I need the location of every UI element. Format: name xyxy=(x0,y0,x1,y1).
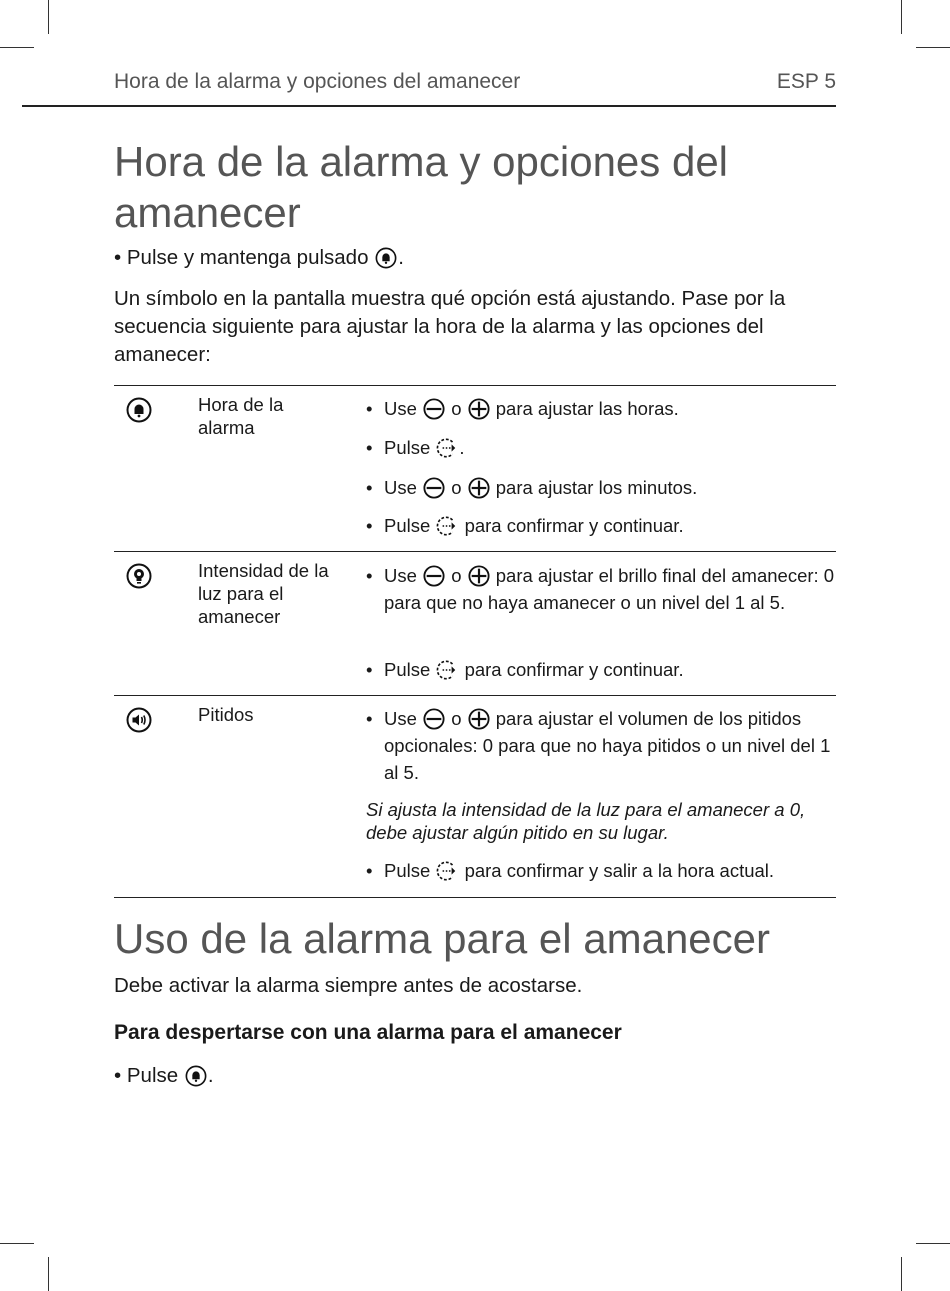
step-text: para confirmar y continuar. xyxy=(464,515,684,536)
crop-mark xyxy=(0,1243,34,1244)
crop-mark xyxy=(916,47,950,48)
table-row-divider xyxy=(114,551,836,552)
step-item: • Pulse para confirmar y continuar. xyxy=(366,659,684,680)
row-label-beeps: Pitidos xyxy=(198,704,254,725)
step-verb: Use xyxy=(384,477,417,498)
header-divider xyxy=(22,105,836,107)
step-text: para ajustar el volumen de los pitidos opcionales: 0 para que no haya pitidos o un nivel del 1 al 5. xyxy=(384,708,831,783)
plus-icon xyxy=(468,398,490,420)
step-or: o xyxy=(451,398,462,419)
press-alarm-instruction: • Pulse . xyxy=(114,1064,214,1087)
step-item: • Pulse para confirmar y continuar. xyxy=(366,515,684,536)
page-number: ESP 5 xyxy=(776,70,836,93)
subheading: Para despertarse con una alarma para el amanecer xyxy=(114,1021,622,1044)
step-verb: Pulse xyxy=(384,659,431,680)
step-item: • Use o para ajustar el volumen de los pitidos opcionales: 0 para que no haya pitidos o un nivel del 1 al 5. xyxy=(366,708,831,783)
alarm-bell-icon xyxy=(126,397,152,423)
step-verb: Use xyxy=(384,398,417,419)
table-top-rule xyxy=(114,385,836,386)
step-verb: Use xyxy=(384,565,417,586)
intro-paragraph: Un símbolo en la pantalla muestra qué opción está ajustando. Pase por la secuencia siguiente para ajustar la hora de la alarma y las opciones del amanecer: xyxy=(114,287,786,366)
note-text: Si ajusta la intensidad de la luz para el amanecer a 0, debe ajustar algún pitido en su lugar. xyxy=(366,799,806,843)
step-text: . xyxy=(459,437,465,458)
speaker-icon xyxy=(126,707,152,733)
step-text: para confirmar y salir a la hora actual. xyxy=(464,860,775,881)
step-text: para confirmar y continuar. xyxy=(464,659,684,680)
step-verb: Pulse xyxy=(384,515,431,536)
step-or: o xyxy=(451,565,462,586)
step-or: o xyxy=(451,708,462,729)
table-bottom-rule xyxy=(114,897,836,898)
step-item: • Pulse para confirmar y salir a la hora actual. xyxy=(366,860,775,881)
crop-mark xyxy=(0,47,34,48)
plus-icon xyxy=(468,708,490,730)
alarm-button-icon xyxy=(185,1065,207,1087)
row-label-light-intensity: Intensidad de la luz para el amanecer xyxy=(198,560,329,627)
plus-icon xyxy=(468,477,490,499)
minus-icon xyxy=(423,398,445,420)
instruction-period: . xyxy=(207,1064,214,1087)
running-header-title: Hora de la alarma y opciones del amanecer xyxy=(114,70,521,93)
hold-alarm-instruction: • Pulse y mantenga pulsado . xyxy=(114,246,404,269)
step-verb: Pulse xyxy=(384,860,431,881)
crop-mark xyxy=(48,1257,49,1291)
step-item: • Pulse . xyxy=(366,437,465,458)
instruction-period: . xyxy=(398,246,404,269)
crop-mark xyxy=(916,1243,950,1244)
alarm-button-icon xyxy=(375,247,397,269)
step-text: para ajustar las horas. xyxy=(495,398,679,419)
lightbulb-icon xyxy=(126,563,152,589)
next-button-icon xyxy=(436,437,458,459)
next-button-icon xyxy=(436,515,458,537)
page-title: Hora de la alarma y opciones del amanecer xyxy=(114,138,729,236)
section-title: Uso de la alarma para el amanecer xyxy=(114,915,771,962)
instruction-text: Pulse y mantenga pulsado xyxy=(126,246,369,269)
step-verb: Use xyxy=(384,708,417,729)
step-verb: Pulse xyxy=(384,437,431,458)
crop-mark xyxy=(48,0,49,34)
row-label-alarm-time: Hora de la alarma xyxy=(198,394,284,438)
step-item: • Use o para ajustar el brillo final del amanecer: 0 para que no haya amanecer o un nivel del 1 al 5. xyxy=(366,565,835,613)
step-text: para ajustar el brillo final del amanecer: 0 para que no haya amanecer o un nivel del 1 al 5. xyxy=(384,565,835,613)
next-button-icon xyxy=(436,659,458,681)
section-intro: Debe activar la alarma siempre antes de acostarse. xyxy=(114,974,583,997)
minus-icon xyxy=(423,565,445,587)
plus-icon xyxy=(468,565,490,587)
step-item: • Use o para ajustar los minutos. xyxy=(366,477,698,498)
step-text: para ajustar los minutos. xyxy=(495,477,698,498)
table-row-divider xyxy=(114,695,836,696)
crop-mark xyxy=(901,0,902,34)
next-button-icon xyxy=(436,860,458,882)
instruction-text: Pulse xyxy=(126,1064,179,1087)
crop-mark xyxy=(901,1257,902,1291)
minus-icon xyxy=(423,477,445,499)
step-item: • Use o para ajustar las horas. xyxy=(366,398,679,419)
step-or: o xyxy=(451,477,462,498)
minus-icon xyxy=(423,708,445,730)
